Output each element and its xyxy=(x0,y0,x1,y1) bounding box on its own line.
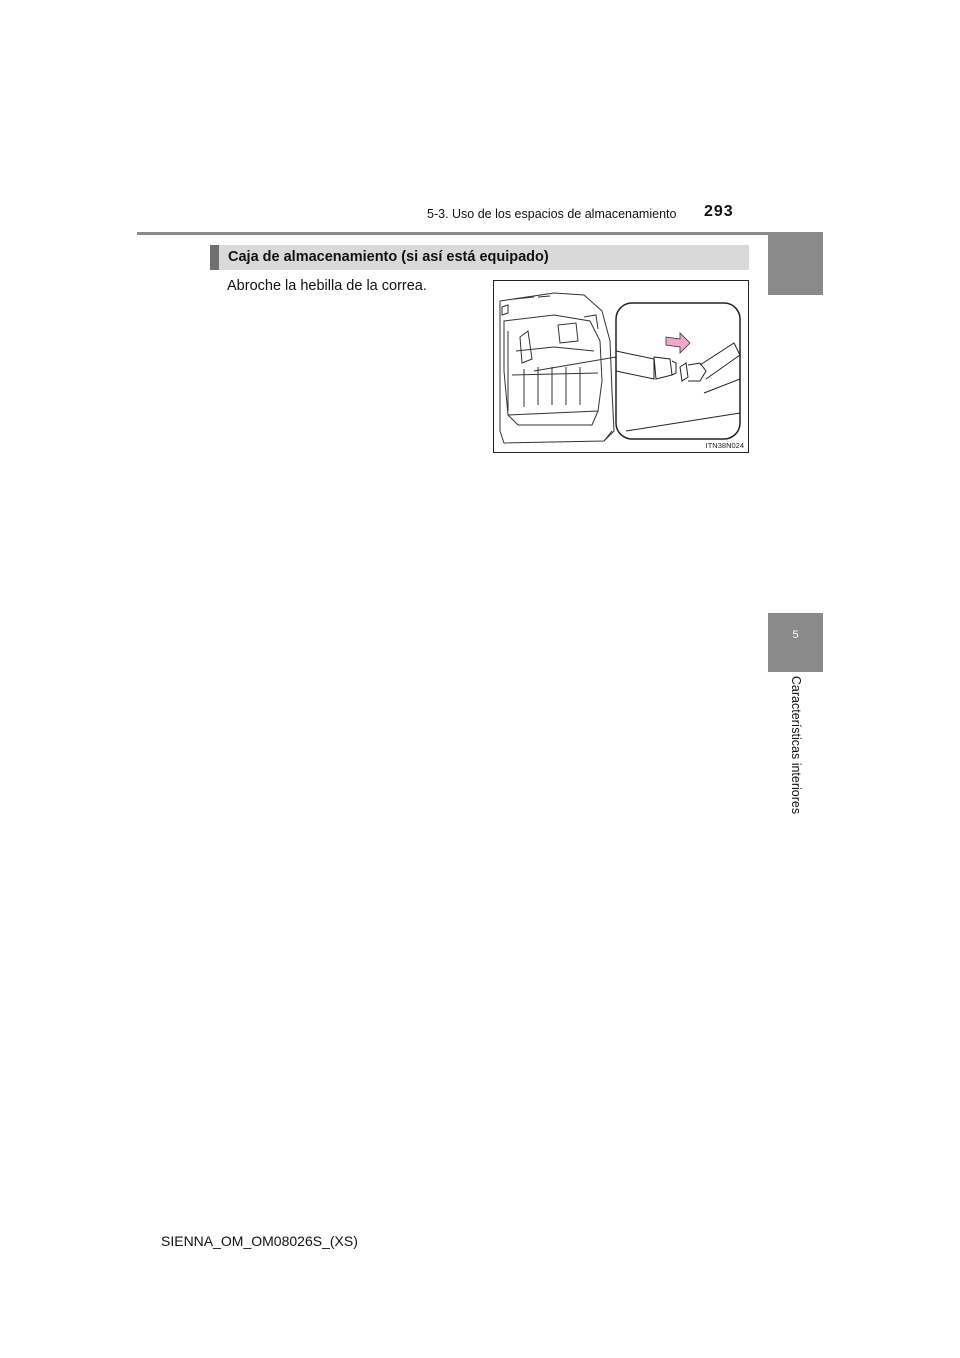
figure-code: ITN38N024 xyxy=(705,441,744,450)
header-rule xyxy=(137,232,823,235)
header-section-title: 5-3. Uso de los espacios de almacenamiento xyxy=(427,207,677,221)
footer-document-code: SIENNA_OM_OM08026S_(XS) xyxy=(161,1233,358,1249)
side-tab-top xyxy=(768,235,823,295)
chapter-number: 5 xyxy=(792,629,799,641)
section-heading-bar xyxy=(210,245,749,270)
section-heading-mark xyxy=(210,245,219,270)
detail-magnifier xyxy=(616,303,740,439)
instruction-text: Abroche la hebilla de la correa. xyxy=(227,278,427,294)
vehicle-rear-drawing xyxy=(500,293,616,443)
chapter-title-vertical: Características interiores xyxy=(789,675,803,815)
section-heading-title: Caja de almacenamiento (si así está equipado) xyxy=(228,249,549,265)
page-number: 293 xyxy=(704,203,734,220)
buckle-illustration xyxy=(493,280,749,453)
